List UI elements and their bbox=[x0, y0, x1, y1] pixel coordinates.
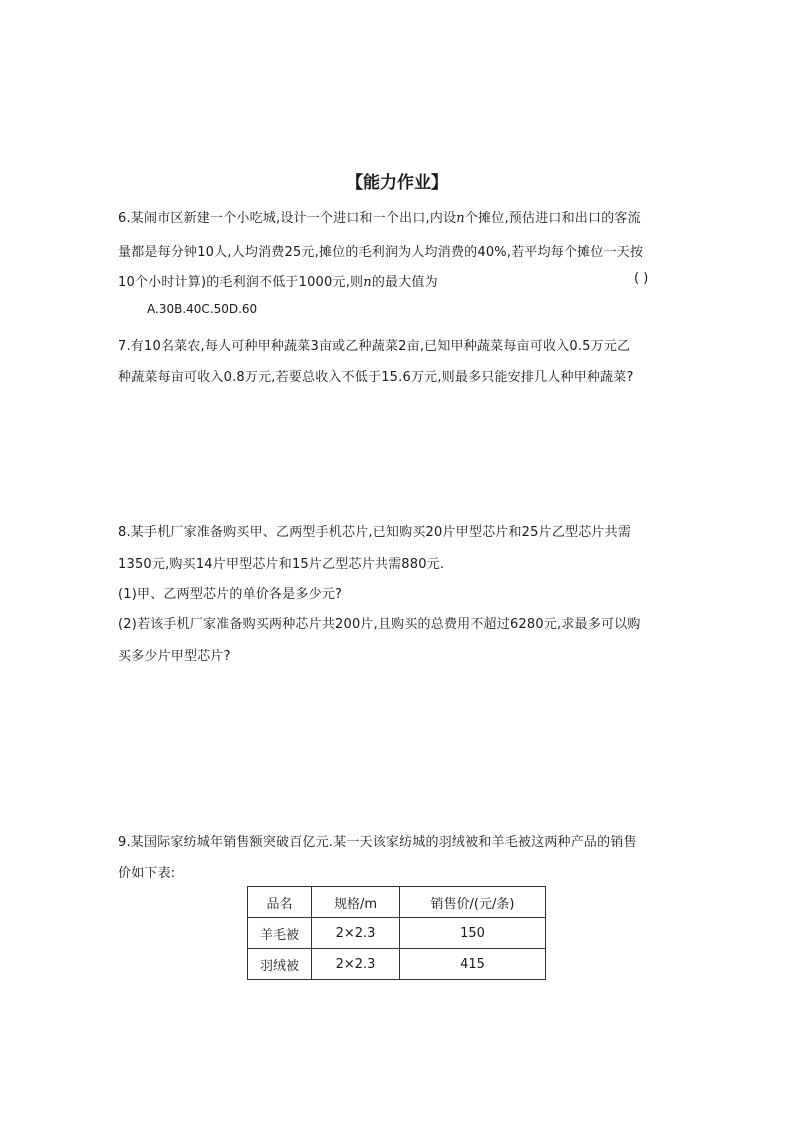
table-cell: 415 bbox=[400, 949, 546, 980]
table-header-cell: 品名 bbox=[248, 887, 312, 918]
q6-line-3-post: 的最大值为 bbox=[371, 275, 438, 290]
section-title: 【能力作业】 bbox=[346, 173, 448, 193]
table-row bbox=[248, 918, 546, 949]
table-cell: 2×2.3 bbox=[312, 918, 400, 949]
q8-line-2: 1350元,购买14片甲型芯片和15片乙型芯片共需880元. bbox=[118, 557, 445, 572]
table-row bbox=[248, 949, 546, 980]
q6-line-3 bbox=[118, 271, 438, 290]
q7-line-2: 种蔬菜每亩可收入0.8万元,若要总收入不低于15.6万元,则最多只能安排几人种甲种蔬菜? bbox=[118, 370, 634, 385]
q6-variable-n: n bbox=[456, 211, 465, 226]
table-cell: 150 bbox=[400, 918, 546, 949]
q6-line-1-post: 个摊位,预估进口和出口的客流 bbox=[464, 211, 641, 226]
q6-line-3-pre: 10个小时计算)的毛利润不低于1000元,则 bbox=[118, 275, 364, 290]
q6-answer-blank: ( ) bbox=[634, 271, 649, 286]
table-header-cell: 销售价/(元/条) bbox=[400, 887, 546, 918]
q6-line-1 bbox=[118, 207, 641, 226]
q6-line-1-pre: 6.某闹市区新建一个小吃城,设计一个进口和一个出口,内设 bbox=[118, 211, 457, 226]
table-header-row bbox=[248, 887, 546, 918]
q8-sub-question-1: (1)甲、乙两型芯片的单价各是多少元? bbox=[118, 587, 343, 602]
q9-line-2: 价如下表: bbox=[118, 866, 176, 881]
q8-line-5: 买多少片甲型芯片? bbox=[118, 649, 231, 664]
q6-line-2: 量都是每分钟10人,人均消费25元,摊位的毛利润为人均消费的40%,若平均每个摊位一天按 bbox=[118, 245, 644, 260]
q9-line-1: 9.某国际家纺城年销售额突破百亿元.某一天该家纺城的羽绒被和羊毛被这两种产品的销售 bbox=[118, 835, 637, 850]
table-cell: 2×2.3 bbox=[312, 949, 400, 980]
price-table bbox=[247, 886, 546, 980]
q8-sub-question-2: (2)若该手机厂家准备购买两种芯片共200片,且购买的总费用不超过6280元,求最多可以购 bbox=[118, 617, 641, 632]
q6-variable-n-2: n bbox=[363, 275, 372, 290]
q7-line-1: 7.有10名菜农,每人可种甲种蔬菜3亩或乙种蔬菜2亩,已知甲种蔬菜每亩可收入0.5万元乙 bbox=[118, 339, 631, 354]
table-header-cell: 规格/m bbox=[312, 887, 400, 918]
table-cell: 羊毛被 bbox=[248, 918, 312, 949]
q8-line-1: 8.某手机厂家准备购买甲、乙两型手机芯片,已知购买20片甲型芯片和25片乙型芯片共需 bbox=[118, 525, 632, 540]
q6-options: A.30B.40C.50D.60 bbox=[147, 302, 258, 316]
table-cell: 羽绒被 bbox=[248, 949, 312, 980]
